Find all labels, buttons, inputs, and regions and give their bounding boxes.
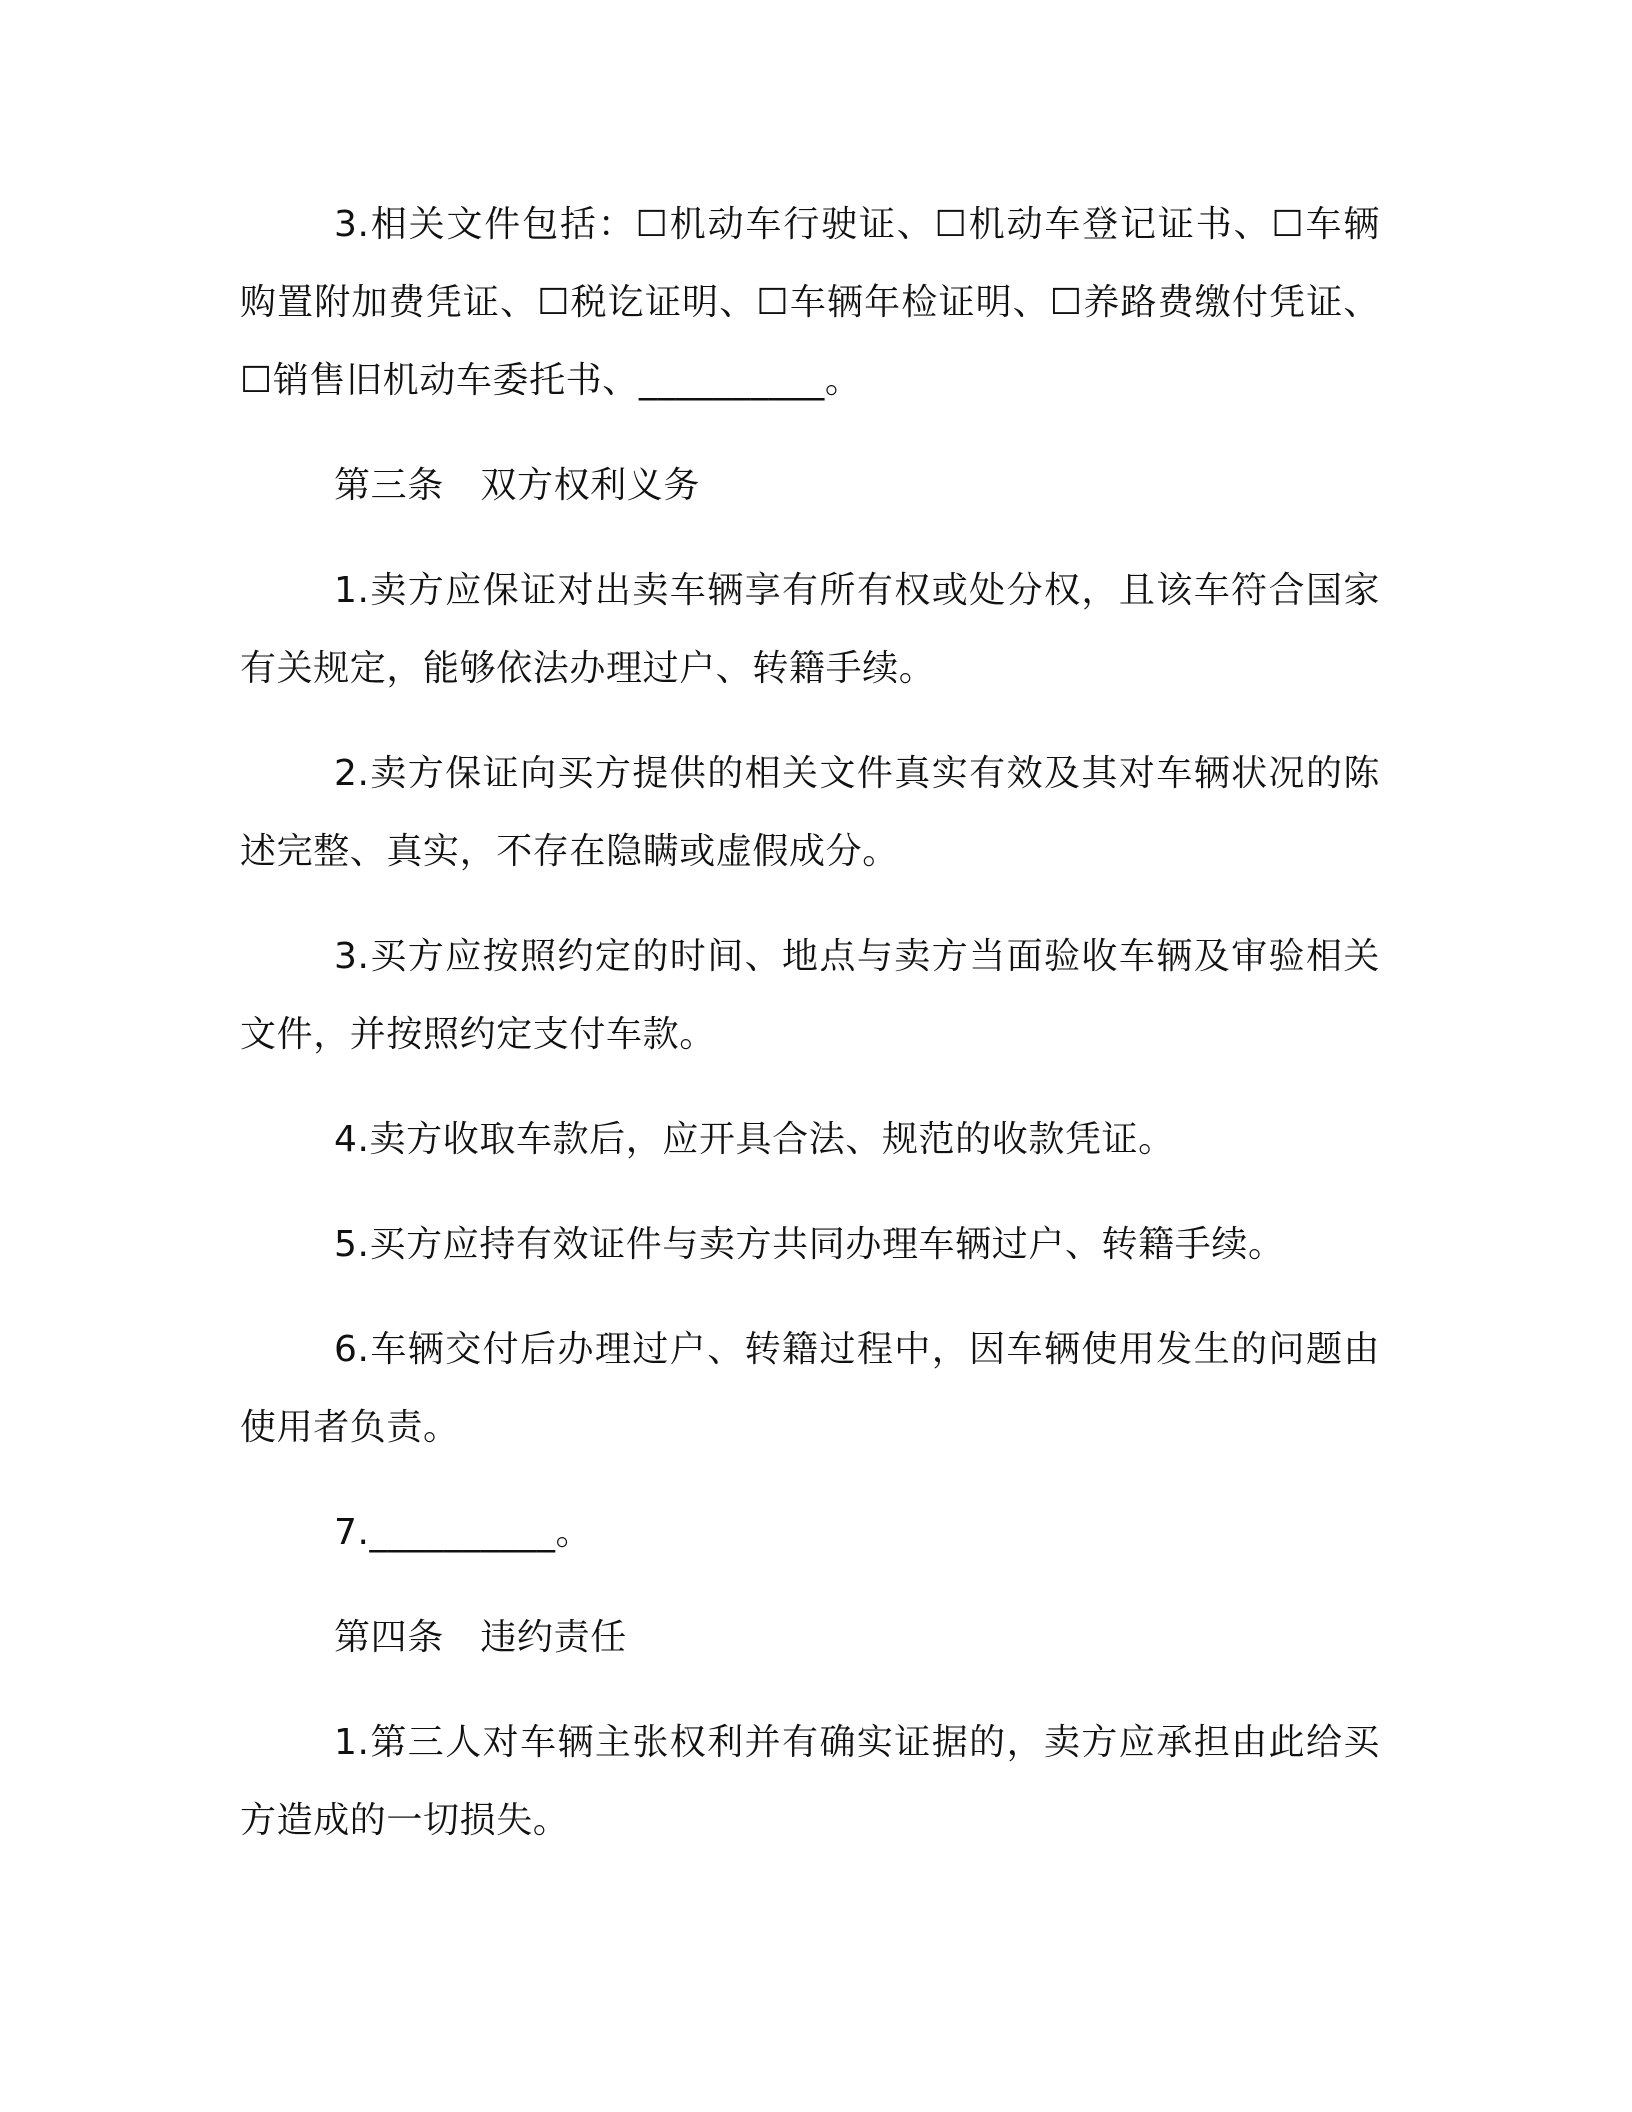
article-3-item-7: 7.__________。 [334, 1512, 593, 1553]
article-3-item-5: 5.买方应持有效证件与卖方共同办理车辆过户、转籍手续。 [334, 1224, 1285, 1265]
article-4-item-1: 1.第三人对车辆主张权利并有确实证据的，卖方应承担由此给买方造成的一切损失。 [240, 1722, 1380, 1841]
article-3-item-2: 2.卖方保证向买方提供的相关文件真实有效及其对车辆状况的陈述完整、真实，不存在隐瞒或虚假成分。 [240, 753, 1380, 872]
article-3-heading: 第三条 双方权利义务 [334, 465, 701, 506]
document-body [240, 186, 1380, 1860]
clause-2-item-3-documents: 3.相关文件包括：☐机动车行驶证、☐机动车登记证书、☐车辆购置附加费凭证、☐税讫证明、☐车辆年检证明、☐养路费缴付凭证、☐销售旧机动车委托书、__________。 [240, 204, 1380, 401]
article-3-item-1: 1.卖方应保证对出卖车辆享有所有权或处分权，且该车符合国家有关规定，能够依法办理过户、转籍手续。 [240, 570, 1380, 689]
article-3-item-4: 4.卖方收取车款后，应开具合法、规范的收款凭证。 [334, 1119, 1175, 1160]
article-3-item-3: 3.买方应按照约定的时间、地点与卖方当面验收车辆及审验相关文件，并按照约定支付车款。 [240, 936, 1380, 1055]
article-4-heading: 第四条 违约责任 [334, 1617, 627, 1658]
article-3-item-6: 6.车辆交付后办理过户、转籍过程中，因车辆使用发生的问题由使用者负责。 [240, 1329, 1380, 1448]
